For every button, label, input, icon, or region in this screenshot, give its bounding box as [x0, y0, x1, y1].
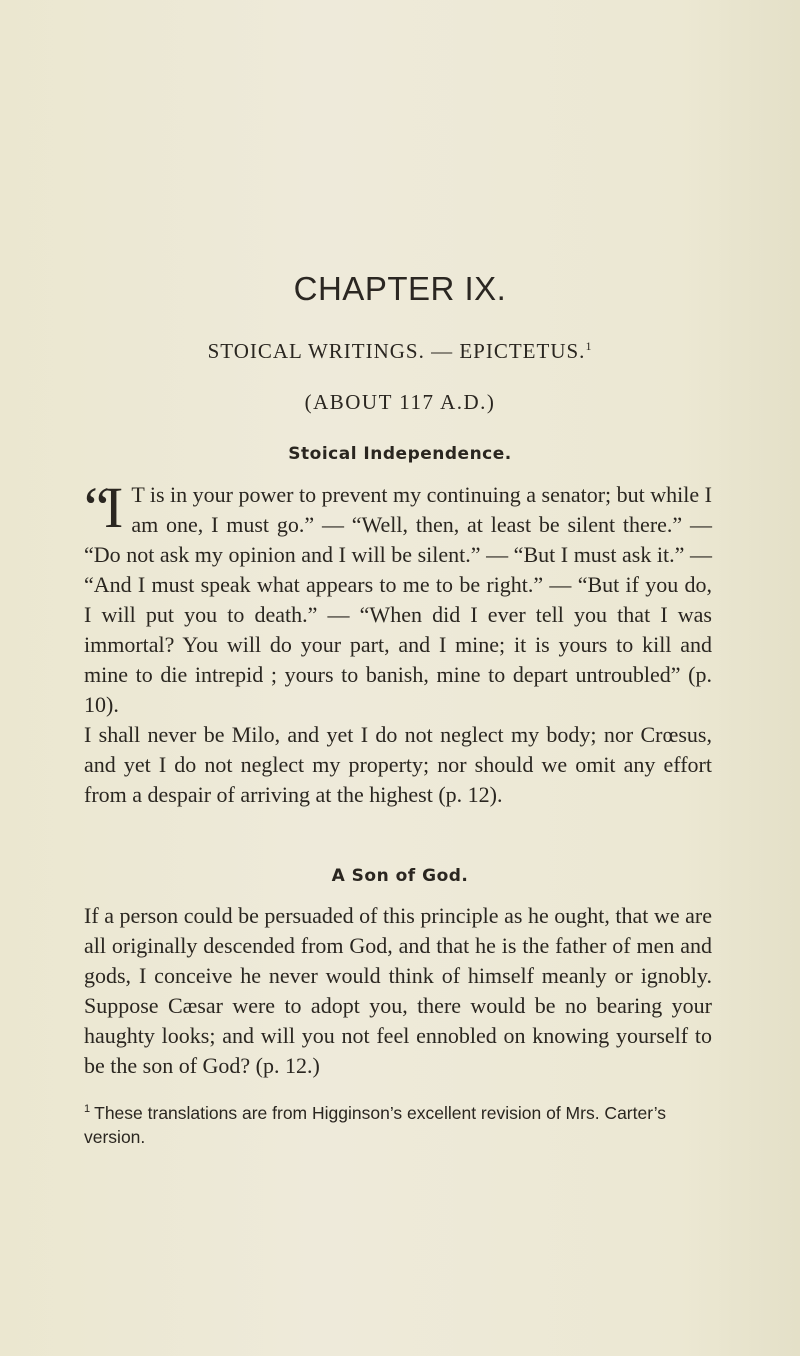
- section-body-stoical-independence: [84, 475, 712, 810]
- paragraph-text: T is in your power to prevent my continuing a senator; but while I am one, I must go.” — “Well, then, at least be silent there.” — “Do not ask my opinion and I will be silent.” — “But I must ask it.” — “And I must speak what appears to me to be right.” — “But if you do, I will put you to death.” — “When did I ever tell you that I was immortal? You will do your part, and I mine; it is yours to kill and mine to die intrepid ; yours to banish, mine to depart untroubled” (p. 10).: [84, 482, 712, 717]
- section-heading-stoical-independence: Stoical Independence.: [288, 444, 512, 464]
- chapter-title: CHAPTER IX.: [293, 270, 507, 307]
- subtitle-text: STOICAL WRITINGS. — EPICTETUS.: [207, 339, 586, 363]
- paragraph: [84, 475, 712, 720]
- opening-quote: “: [84, 475, 110, 540]
- drop-cap: [84, 475, 124, 540]
- chapter-date: (ABOUT 117 A.D.): [304, 390, 496, 414]
- paragraph: I shall never be Milo, and yet I do not neglect my body; nor Crœsus, and yet I do not neglect my property; nor should we omit any effort from a despair of arriving at the highest (p. 12).: [84, 722, 712, 807]
- footnote: [84, 1097, 712, 1149]
- footnote-reference: 1: [585, 339, 593, 353]
- footnote-text: These translations are from Higginson’s excellent revision of Mrs. Carter’s version.: [84, 1102, 667, 1147]
- chapter-subtitle: [0, 339, 800, 364]
- section-body-son-of-god: [84, 901, 712, 1081]
- section-heading-son-of-god: A Son of God.: [331, 866, 469, 886]
- paragraph: If a person could be persuaded of this principle as he ought, that we are all originally descended from God, and that he is the father of men and gods, I conceive he never would think of himself meanly or ignobly. Suppose Cæsar were to adopt you, there would be no bearing your haughty looks; and will you not feel ennobled on knowing yourself to be the son of God? (p. 12.): [84, 903, 712, 1078]
- drop-cap-letter: I: [104, 475, 124, 540]
- footnote-mark: 1: [84, 1103, 91, 1115]
